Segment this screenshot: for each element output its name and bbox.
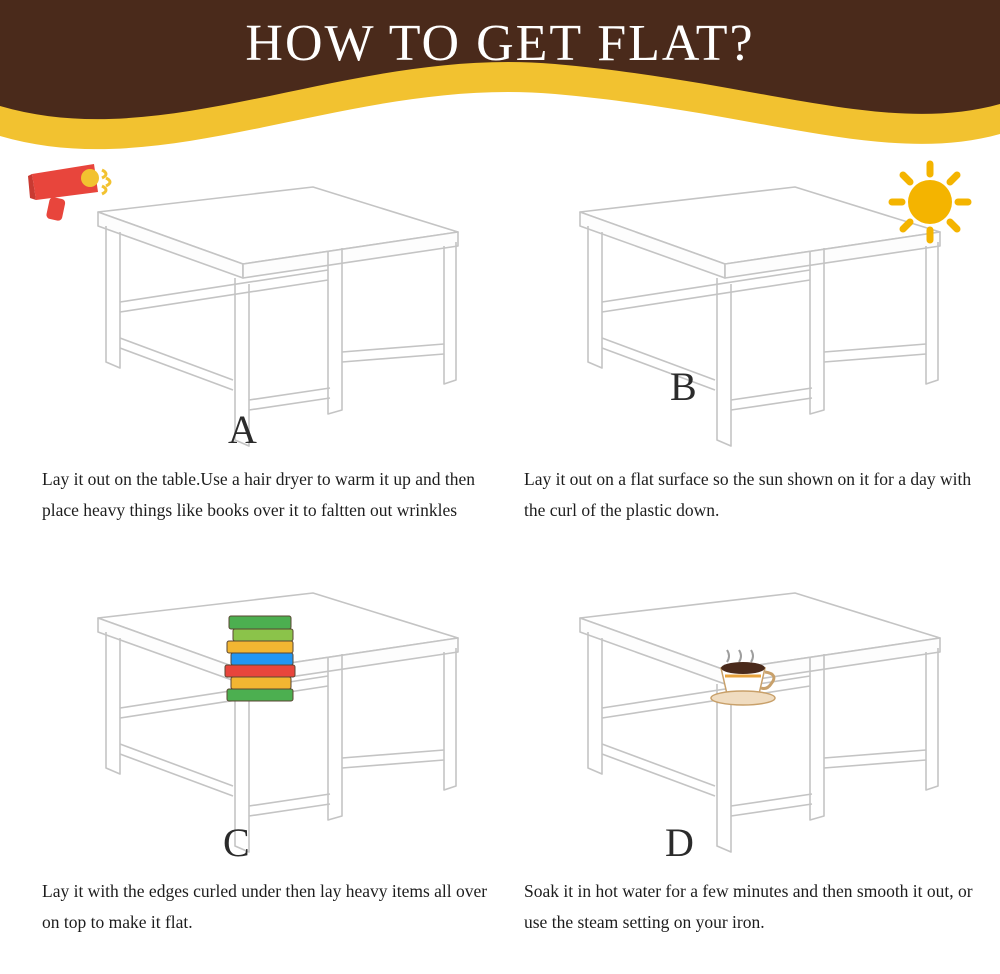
sun-icon [880,152,980,257]
stack-of-books-icon [213,608,323,723]
coffee-cup-icon [705,646,795,721]
page-title: HOW TO GET FLAT? [245,15,755,72]
panel-b-caption: Lay it out on a flat surface so the sun shown on it for a day with the curl of the plastic down. [524,469,972,520]
hair-dryer-icon [28,160,138,235]
panel-b-letter: B [670,364,697,409]
panel-c [28,558,498,958]
panel-a [28,152,498,552]
panel-d-art [510,558,980,878]
panel-a-caption: Lay it out on the table.Use a hair dryer to warm it up and then place heavy things like books over it to faltten out wrinkles [42,469,475,520]
page-header [0,0,1000,152]
panel-d-caption: Soak it in hot water for a few minutes and then smooth it out, or use the steam setting on your iron. [524,881,973,932]
panel-d-letter: D [665,820,694,865]
panel-b-art [510,152,980,472]
panel-d [510,558,980,958]
panel-b [510,152,980,552]
panel-c-art [28,558,498,878]
panel-c-caption: Lay it with the edges curled under then lay heavy items all over on top to make it flat. [42,881,488,932]
panel-a-letter: A [228,407,257,452]
panel-a-art [28,152,498,472]
panel-c-letter: C [223,820,250,865]
panel-grid [0,152,1000,974]
